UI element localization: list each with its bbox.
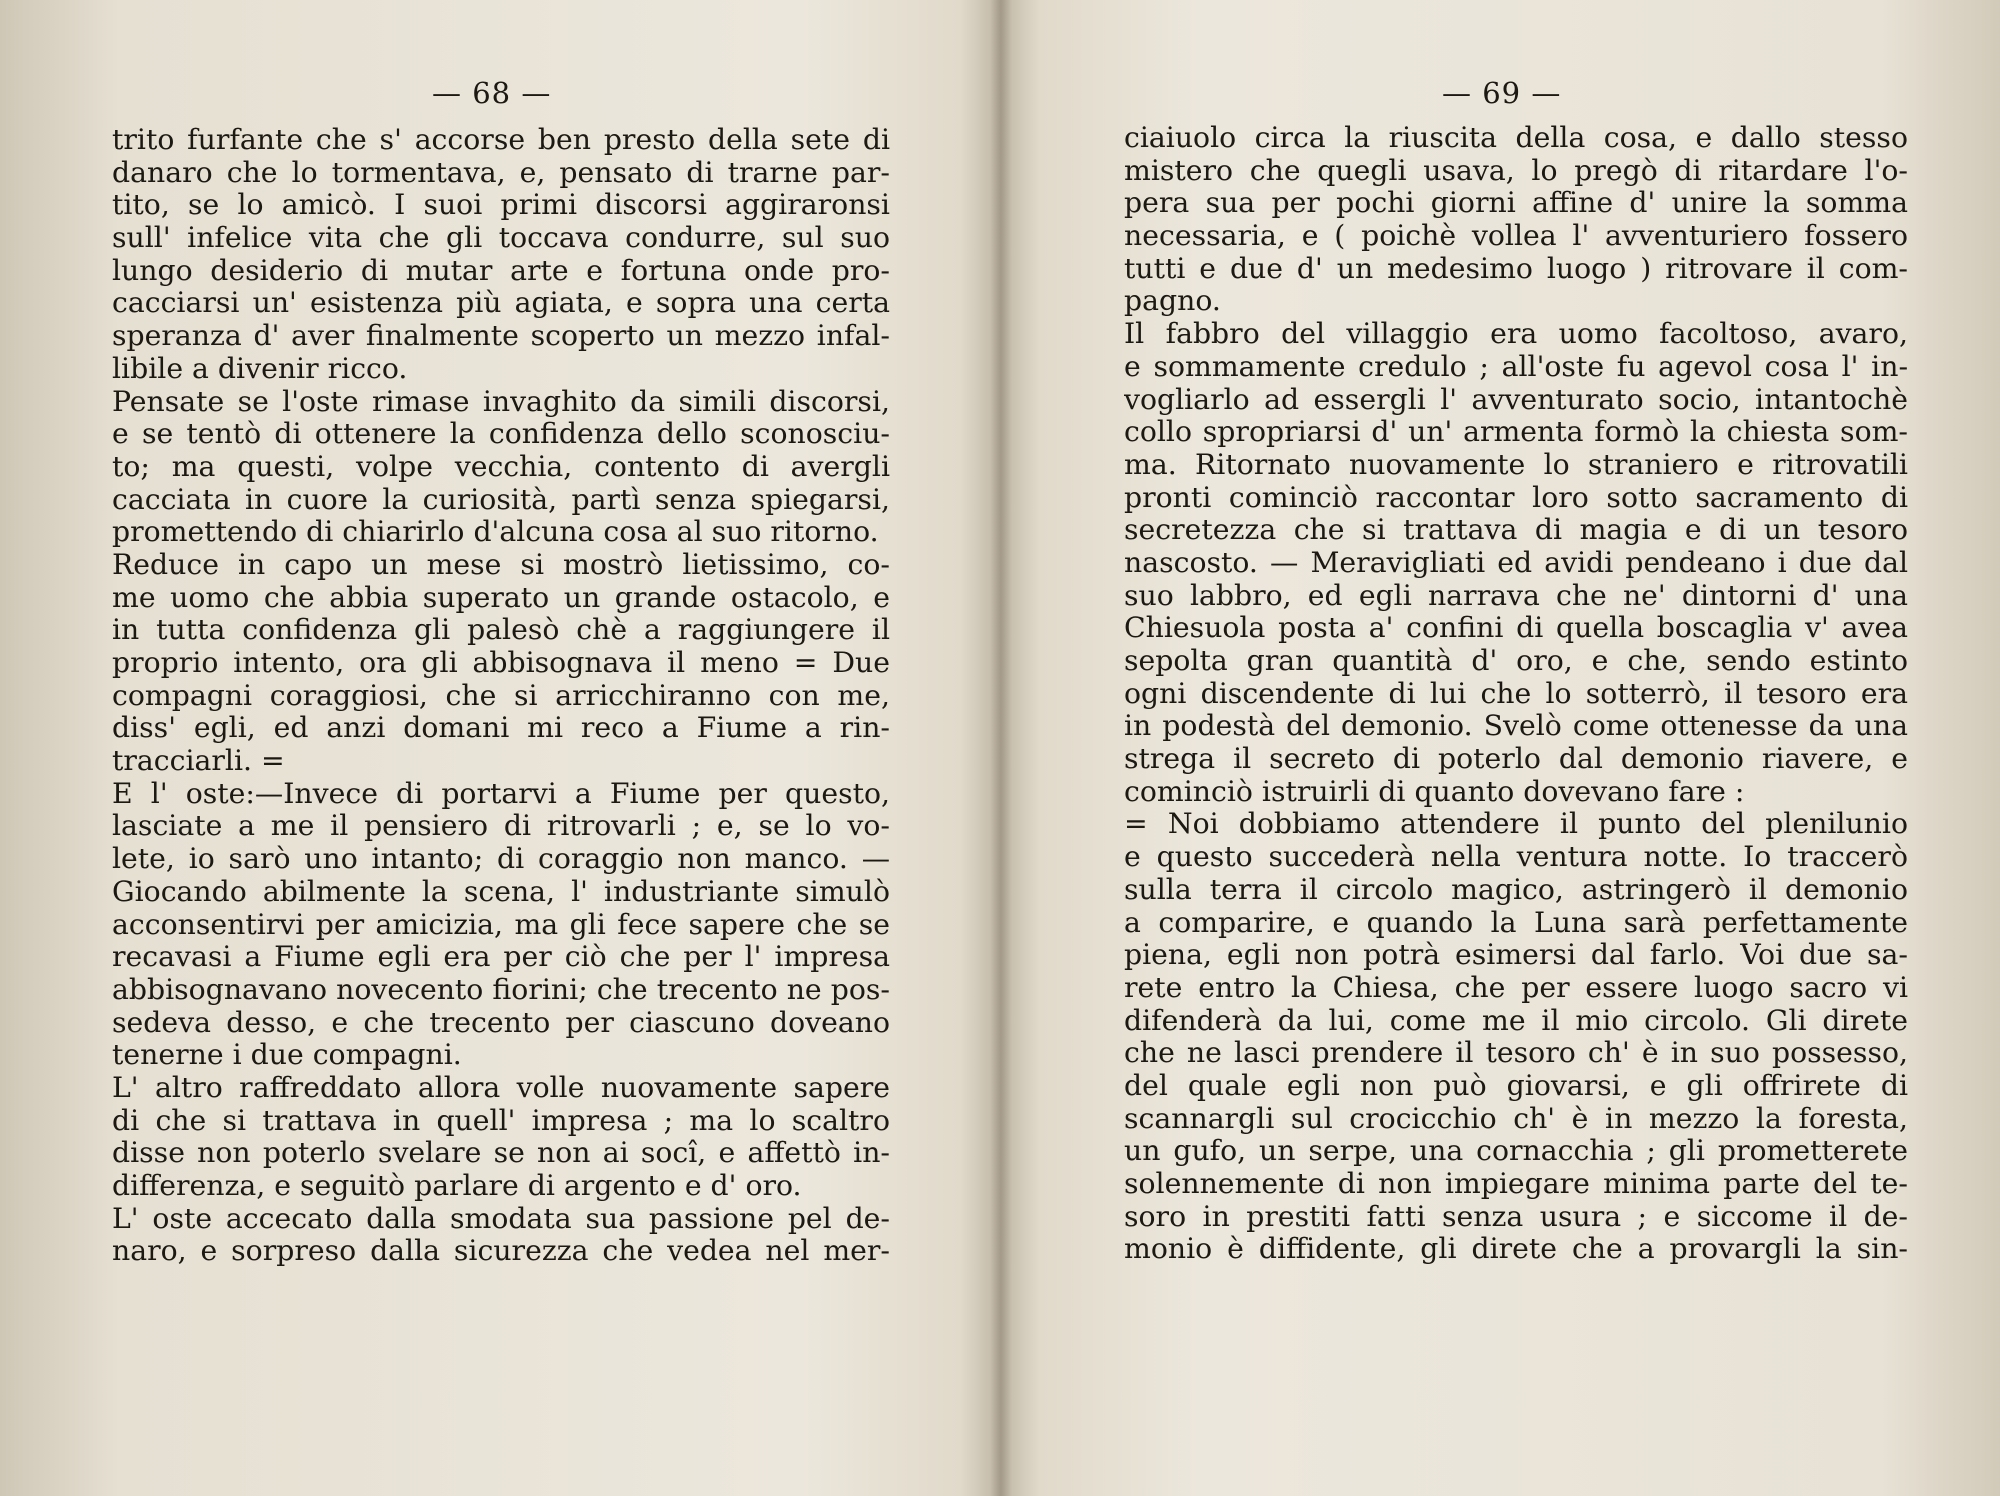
text-line: tracciarli. =	[112, 745, 285, 778]
text-line: in podestà del demonio. Svelò come ottenesse da una	[1124, 710, 1908, 743]
text-line: e sommamente credulo ; all'oste fu agevol cosa l' in-	[1124, 350, 1908, 383]
text-line: disse non poterlo svelare se non ai socî, e affettò in-	[112, 1137, 890, 1170]
text-line: libile a divenir ricco.	[112, 352, 408, 385]
text-line: danaro che lo tormentava, e, pensato di trarne par-	[112, 156, 890, 189]
text-line: sull' infelice vita che gli toccava condurre, sul suo	[112, 222, 890, 255]
text-line: lete, io sarò uno intanto; di coraggio non manco. —	[112, 843, 890, 876]
text-line: tito, se lo amicò. I suoi primi discorsi aggiraronsi	[112, 189, 890, 222]
right-page	[1000, 0, 2000, 1496]
text-line: vogliarlo ad essergli l' avventurato socio, intantochè	[1124, 383, 1908, 416]
text-line: Reduce in capo un mese si mostrò lietissimo, co-	[112, 548, 890, 581]
text-line: cacciata in cuore la curiosità, partì senza spiegarsi,	[112, 483, 890, 516]
text-line: necessaria, e ( poichè vollea l' avventuriero fossero	[1124, 220, 1908, 253]
text-line: lungo desiderio di mutar arte e fortuna onde pro-	[112, 254, 890, 287]
text-line: collo spropriarsi d' un' armenta formò la chiesta som-	[1124, 416, 1908, 449]
text-line: soro in prestiti fatti senza usura ; e siccome il de-	[1124, 1200, 1908, 1233]
page-number-right: — 69 —	[1442, 76, 1562, 110]
text-line: pagno.	[1124, 285, 1221, 318]
text-line: recavasi a Fiume egli era per ciò che per l' impresa	[112, 941, 890, 974]
text-line: sepolta gran quantità d' oro, e che, sendo estinto	[1124, 645, 1908, 677]
text-line: tenerne i due compagni.	[112, 1039, 462, 1072]
text-line: ogni discendente di lui che lo sotterrò, il tesoro era	[1124, 677, 1908, 710]
text-line: scannargli sul crocicchio ch' è in mezzo la foresta,	[1124, 1102, 1908, 1135]
text-line: differenza, e seguitò parlare di argento e d' oro.	[112, 1170, 802, 1202]
text-line: to; ma questi, volpe vecchia, contento di avergli	[112, 450, 890, 483]
right-page-text	[1124, 122, 1908, 1266]
text-line: difenderà da lui, come me il mio circolo. Gli direte	[1124, 1004, 1908, 1037]
text-line: = Noi dobbiamo attendere il punto del plenilunio	[1124, 808, 1908, 841]
page-number-left: — 68 —	[432, 76, 552, 110]
text-line: di che si trattava in quell' impresa ; ma lo scaltro	[112, 1104, 890, 1137]
text-line: mistero che quegli usava, lo pregò di ritardare l'o-	[1124, 154, 1908, 187]
text-line: strega il secreto di poterlo dal demonio riavere, e	[1124, 743, 1908, 776]
text-line: nascosto. — Meravigliati ed avidi pendeano i due dal	[1124, 546, 1908, 579]
text-line: naro, e sorpreso dalla sicurezza che vedea nel mer-	[112, 1235, 890, 1268]
text-line: trito furfante che s' accorse ben presto della sete di	[112, 124, 890, 156]
text-line: proprio intento, ora gli abbisognava il meno = Due	[112, 647, 890, 679]
text-line: un gufo, un serpe, una cornacchia ; gli prometterete	[1124, 1135, 1908, 1168]
text-line: Pensate se l'oste rimase invaghito da simili discorsi,	[112, 385, 890, 418]
left-page-text	[112, 124, 890, 1268]
text-line: cominciò istruirli di quanto dovevano fare :	[1124, 775, 1745, 808]
text-line: solennemente di non impiegare minima parte del te-	[1124, 1168, 1908, 1200]
text-line: secretezza che si trattava di magia e di un tesoro	[1124, 514, 1908, 547]
text-line: piena, egli non potrà esimersi dal farlo. Voi due sa-	[1124, 939, 1908, 972]
text-line: Chiesuola posta a' confini di quella boscaglia v' avea	[1124, 612, 1908, 645]
text-line: pera sua per pochi giorni affine d' unire la somma	[1124, 187, 1908, 220]
text-line: abbisognavano novecento fiorini; che trecento ne pos-	[112, 973, 890, 1006]
text-line: pronti cominciò raccontar loro sotto sacramento di	[1124, 481, 1908, 514]
text-line: acconsentirvi per amicizia, ma gli fece sapere che se	[112, 908, 890, 941]
text-line: cacciarsi un' esistenza più agiata, e sopra una certa	[112, 287, 890, 320]
text-line: diss' egli, ed anzi domani mi reco a Fiume a rin-	[112, 712, 890, 745]
text-line: e se tentò di ottenere la confidenza dello sconosciu-	[112, 418, 890, 451]
text-line: a comparire, e quando la Luna sarà perfettamente	[1124, 906, 1908, 939]
text-line: Il fabbro del villaggio era uomo facoltoso, avaro,	[1124, 318, 1908, 351]
text-line: E l' oste:—Invece di portarvi a Fiume per questo,	[112, 777, 890, 810]
text-line: e questo succederà nella ventura notte. Io traccerò	[1124, 841, 1908, 874]
text-line: compagni coraggiosi, che si arricchiranno con me,	[112, 679, 890, 712]
text-line: L' oste accecato dalla smodata sua passione pel de-	[112, 1202, 890, 1235]
text-line: del quale egli non può giovarsi, e gli offrirete di	[1124, 1069, 1908, 1102]
text-line: monio è diffidente, gli direte che a provargli la sin-	[1124, 1233, 1908, 1266]
text-line: lasciate a me il pensiero di ritrovarli ; e, se lo vo-	[112, 810, 890, 843]
text-line: speranza d' aver finalmente scoperto un mezzo infal-	[112, 320, 890, 353]
text-line: suo labbro, ed egli narrava che ne' dintorni d' una	[1124, 579, 1908, 612]
text-line: L' altro raffreddato allora volle nuovamente sapere	[112, 1071, 890, 1104]
text-line: ma. Ritornato nuovamente lo straniero e ritrovatili	[1124, 448, 1908, 481]
text-line: in tutta confidenza gli palesò chè a raggiungere il	[112, 614, 890, 647]
text-line: sulla terra il circolo magico, astringerò il demonio	[1124, 873, 1908, 906]
text-line: sedeva desso, e che trecento per ciascuno doveano	[112, 1006, 890, 1039]
text-line: ciaiuolo circa la riuscita della cosa, e dallo stesso	[1124, 122, 1908, 154]
text-line: rete entro la Chiesa, che per essere luogo sacro vi	[1124, 971, 1908, 1004]
text-line: Giocando abilmente la scena, l' industriante simulò	[112, 875, 890, 908]
text-line: tutti e due d' un medesimo luogo ) ritrovare il com-	[1124, 252, 1908, 285]
text-line: promettendo di chiarirlo d'alcuna cosa al suo ritorno.	[112, 516, 879, 549]
text-line: me uomo che abbia superato un grande ostacolo, e	[112, 581, 890, 614]
text-line: che ne lasci prendere il tesoro ch' è in suo possesso,	[1124, 1037, 1908, 1070]
